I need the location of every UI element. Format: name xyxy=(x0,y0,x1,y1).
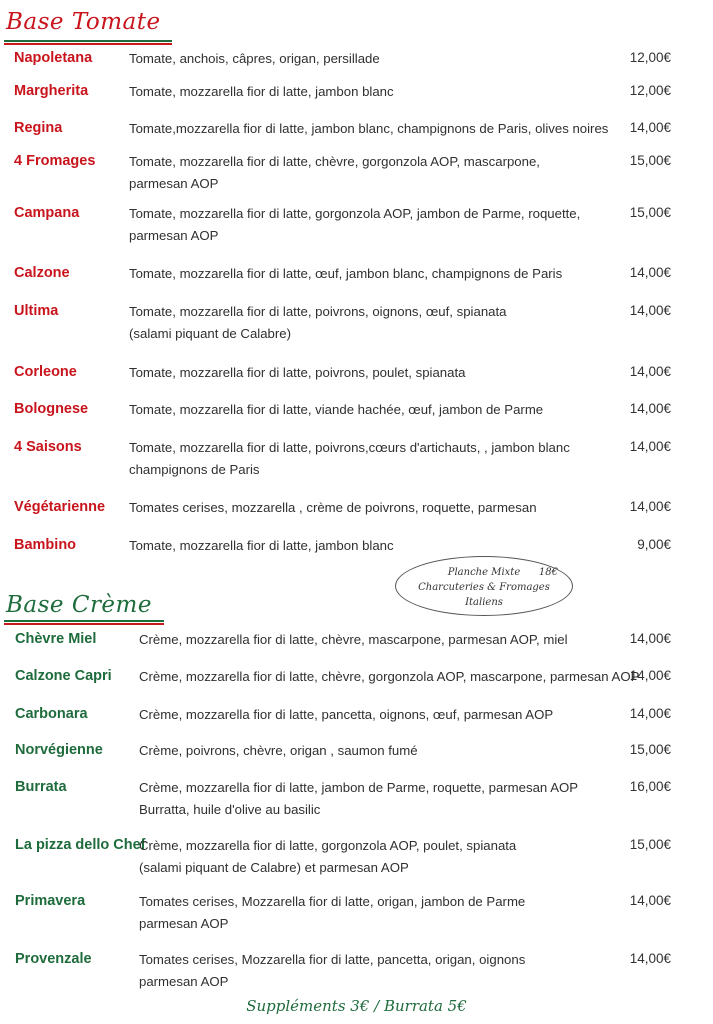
pizza-name: Bambino xyxy=(14,537,77,553)
pizza-price: 12,00€ xyxy=(629,50,671,65)
pizza-description xyxy=(129,263,599,285)
pizza-price: 14,00€ xyxy=(629,499,671,514)
pizza-name: Regina xyxy=(14,120,63,136)
description-line: Crème, poivrons, chèvre, origan , saumon fumé xyxy=(139,743,418,758)
pizza-description xyxy=(129,203,599,247)
pizza-name: Calzone Capri xyxy=(15,668,112,684)
pizza-description xyxy=(139,835,609,879)
pizza-price: 15,00€ xyxy=(629,205,671,220)
pizza-price: 14,00€ xyxy=(629,668,671,683)
description-line: Tomates cerises, Mozzarella fior di latte, pancetta, origan, oignons xyxy=(139,952,526,967)
pizza-name: La pizza dello Chef xyxy=(15,837,146,853)
pizza-name: Chèvre Miel xyxy=(15,631,97,647)
description-line: Tomate,mozzarella fior di latte, jambon blanc, champignons de Paris, olives noires xyxy=(129,121,609,136)
pizza-price: 14,00€ xyxy=(629,364,671,379)
stamp-price: 18€ xyxy=(538,567,558,578)
pizza-price: 14,00€ xyxy=(629,706,671,721)
pizza-name: Margherita xyxy=(14,83,89,99)
pizza-name: Végétarienne xyxy=(14,499,106,515)
description-line: Tomates cerises, Mozzarella fior di latte, origan, jambon de Parme xyxy=(139,894,526,909)
supplements-footer: Suppléments 3€ / Burrata 5€ xyxy=(246,997,467,1015)
description-line: Tomate, mozzarella fior di latte, gorgonzola AOP, jambon de Parme, roquette, xyxy=(129,206,581,221)
pizza-price: 14,00€ xyxy=(629,303,671,318)
pizza-description xyxy=(129,399,599,421)
pizza-name: Bolognese xyxy=(14,401,89,417)
stamp-line: Charcuteries & Fromages xyxy=(418,582,550,593)
section-title-base-tomate: Base Tomate xyxy=(6,9,161,35)
planche-mixte-stamp xyxy=(395,556,573,616)
stamp-line: Planche Mixte xyxy=(447,567,521,578)
title-underline xyxy=(4,620,164,622)
pizza-description xyxy=(129,118,609,140)
description-line: Tomate, mozzarella fior di latte, jambon blanc xyxy=(129,84,394,99)
pizza-name: Ultima xyxy=(14,303,59,319)
description-line: Tomate, mozzarella fior di latte, viande hachée, œuf, jambon de Parme xyxy=(129,402,544,417)
pizza-name: Calzone xyxy=(14,265,70,281)
pizza-price: 14,00€ xyxy=(629,439,671,454)
pizza-price: 14,00€ xyxy=(629,951,671,966)
pizza-description xyxy=(139,891,609,935)
description-line: Tomate, mozzarella fior di latte, chèvre, gorgonzola AOP, mascarpone, xyxy=(129,154,540,169)
pizza-description xyxy=(129,497,599,519)
pizza-description xyxy=(139,777,609,821)
pizza-description xyxy=(139,666,640,688)
description-line: (salami piquant de Calabre) xyxy=(129,326,291,341)
description-line: Crème, mozzarella fior di latte, chèvre, mascarpone, parmesan AOP, miel xyxy=(139,632,568,647)
description-line: Crème, mozzarella fior di latte, jambon de Parme, roquette, parmesan AOP xyxy=(139,780,579,795)
description-line: parmesan AOP xyxy=(129,228,219,243)
description-line: Tomates cerises, mozzarella , crème de poivrons, roquette, parmesan xyxy=(129,500,537,515)
title-underline xyxy=(4,43,172,45)
pizza-name: Provenzale xyxy=(15,951,92,967)
description-line: Tomate, mozzarella fior di latte, œuf, jambon blanc, champignons de Paris xyxy=(129,266,563,281)
pizza-name: 4 Fromages xyxy=(14,153,96,169)
pizza-description xyxy=(129,437,599,481)
stamp-line: Italiens xyxy=(465,597,503,608)
pizza-description xyxy=(129,151,599,195)
pizza-price: 16,00€ xyxy=(629,779,671,794)
description-line: Tomate, mozzarella fior di latte, poivrons, oignons, œuf, spianata xyxy=(129,304,507,319)
description-line: Crème, mozzarella fior di latte, gorgonzola AOP, poulet, spianata xyxy=(139,838,517,853)
description-line: parmesan AOP xyxy=(129,176,219,191)
description-line: Crème, mozzarella fior di latte, chèvre, gorgonzola AOP, mascarpone, parmesan AOP xyxy=(139,669,640,684)
pizza-description xyxy=(139,740,609,762)
pizza-name: Carbonara xyxy=(15,706,88,722)
pizza-description xyxy=(129,362,599,384)
pizza-price: 15,00€ xyxy=(629,837,671,852)
pizza-price: 15,00€ xyxy=(629,153,671,168)
pizza-price: 14,00€ xyxy=(629,401,671,416)
description-line: Tomate, mozzarella fior di latte, poivrons,cœurs d'artichauts, , jambon blanc xyxy=(129,440,570,455)
section-title-base-creme: Base Crème xyxy=(6,592,152,618)
description-line: Burratta, huile d'olive au basilic xyxy=(139,802,321,817)
pizza-name: Burrata xyxy=(15,779,67,795)
pizza-name: Norvégienne xyxy=(15,742,103,758)
title-underline xyxy=(4,623,164,625)
pizza-description xyxy=(139,949,609,993)
pizza-price: 14,00€ xyxy=(629,631,671,646)
pizza-price: 9,00€ xyxy=(637,537,671,552)
pizza-description xyxy=(129,48,599,70)
description-line: parmesan AOP xyxy=(139,916,229,931)
description-line: parmesan AOP xyxy=(139,974,229,989)
description-line: Tomate, mozzarella fior di latte, poivrons, poulet, spianata xyxy=(129,365,466,380)
pizza-description xyxy=(129,81,599,103)
description-line: Tomate, mozzarella fior di latte, jambon blanc xyxy=(129,538,394,553)
pizza-price: 15,00€ xyxy=(629,742,671,757)
pizza-name: Primavera xyxy=(15,893,86,909)
title-underline xyxy=(4,40,172,42)
pizza-name: Corleone xyxy=(14,364,77,380)
pizza-price: 12,00€ xyxy=(629,83,671,98)
pizza-description xyxy=(129,301,599,345)
pizza-price: 14,00€ xyxy=(629,265,671,280)
description-line: Crème, mozzarella fior di latte, pancetta, oignons, œuf, parmesan AOP xyxy=(139,707,554,722)
pizza-name: Campana xyxy=(14,205,80,221)
pizza-description xyxy=(139,704,609,726)
description-line: Tomate, anchois, câpres, origan, persillade xyxy=(129,51,380,66)
pizza-name: Napoletana xyxy=(14,50,93,66)
description-line: champignons de Paris xyxy=(129,462,260,477)
description-line: (salami piquant de Calabre) et parmesan AOP xyxy=(139,860,409,875)
pizza-price: 14,00€ xyxy=(629,893,671,908)
pizza-description xyxy=(139,629,609,651)
pizza-description xyxy=(129,535,599,557)
pizza-name: 4 Saisons xyxy=(14,439,82,455)
pizza-price: 14,00€ xyxy=(629,120,671,135)
